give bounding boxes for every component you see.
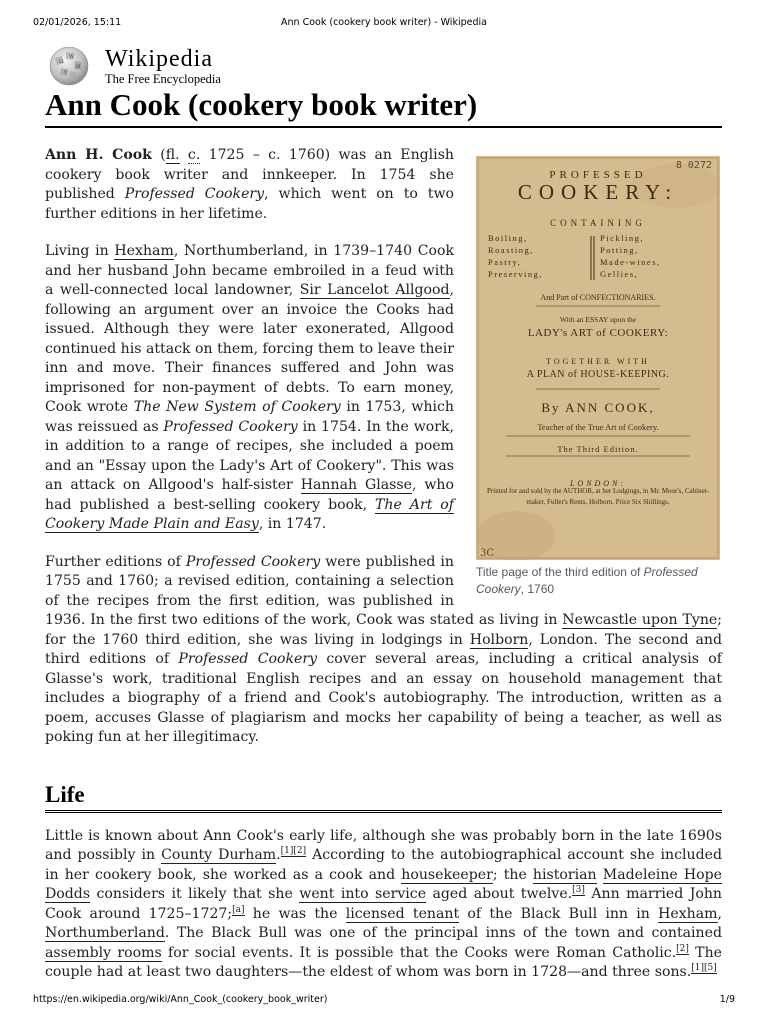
text: considers it likely that she <box>90 886 300 902</box>
link-hannah-glasse[interactable]: Hannah Glasse <box>300 477 412 493</box>
article-body <box>45 146 722 1001</box>
text: , who had published a best-selling cookery book, <box>45 477 454 513</box>
title-page-image[interactable] <box>476 156 720 560</box>
svg-text:ウ: ウ <box>63 70 69 76</box>
link-historian[interactable]: historian <box>532 866 597 883</box>
link-licensed-tenant[interactable]: licensed tenant <box>345 905 460 922</box>
link-county-durham[interactable]: County Durham <box>161 847 277 863</box>
text: Living in <box>45 243 115 259</box>
figure-caption <box>476 564 722 598</box>
citation-link[interactable]: [2] <box>293 846 307 857</box>
text: . The Black Bull was one of the principal inns of the town and contained <box>164 925 722 941</box>
link-hexham[interactable]: Hexham <box>114 243 174 259</box>
plate-confectionaries: And Part of CONFECTIONARIES. <box>540 293 656 302</box>
life-paragraph-1: Little is known about Ann Cook's early life, although she was probably born in the late 1690s and possibly in County Durham.[1][2] According to the autobiographical account she included in her cookery book, she worked as a cook and housekeeper; the historian Madeleine Hope Dodds considers it likely that she went into service aged about twelve.[3] Ann married John Cook around 1725–1727;[a] he was the licensed tenant of the Black Bull inn in Hexham, Northumberland. The Black Bull was one of the principal inns of the town and contained assembly rooms for social events. It is possible that the Cooks were Roman Catholic.[2] The couple had at least two daughters—the eldest of whom was born in 1728—and three sons.[1][5] <box>45 827 723 980</box>
floruit-link[interactable]: fl. <box>165 147 180 163</box>
plate-author: By ANN COOK, <box>541 400 655 415</box>
text: , <box>717 905 722 922</box>
text: , following an argument over an invoice the Cooks had issued. Although they were later exonerated, Allgood continued his attack on them, forcing them to leave their inn and move. Their finances suffered and John was imprisoned for non-payment of debts. To earn money, Cook wrote <box>45 282 454 415</box>
text: ; the <box>492 866 533 883</box>
caption-year: , 1760 <box>520 582 555 596</box>
plate-col-left-item: Roasting, <box>488 245 534 255</box>
plate-imprint: Printed for and sold by the AUTHOR, at her Lodgings, in Mr. Moor's, Cabinet-maker, Fuller's Rents, Holborn. Price Six Shillings. <box>487 487 709 506</box>
text: aged about twelve. <box>426 886 573 902</box>
citation-link[interactable]: [1] <box>280 846 294 857</box>
footnote[interactable] <box>232 905 244 916</box>
plate-col-right-item: Pickling, <box>600 233 644 243</box>
plate-col-right-item: Made-wines, <box>600 257 661 267</box>
text: ; for the 1760 third edition, she was living in lodgings in <box>45 612 722 648</box>
wordmark-text: Wikipedia <box>105 46 213 72</box>
text: were published in 1755 and 1760; a revised edition, containing a selection of the recipes from the first edition, was published in 1936. In the first two editions of the work, Cook was stated as living in <box>45 553 563 628</box>
text: for social events. It is possible that the Cooks were Roman Catholic. <box>161 944 677 961</box>
citation[interactable] <box>691 963 717 974</box>
plate-col-left-item: Boiling, <box>488 233 528 243</box>
text: , London. The second and third editions of <box>45 631 722 667</box>
text: , which went on to two further editions in her lifetime. <box>45 186 454 222</box>
text: Little is known about Ann Cook's early life, although she was probably born in the late 1690s and possibly in <box>45 827 722 863</box>
plate-teacher: Teacher of the True Art of Cookery. <box>537 422 659 432</box>
svg-text:W: W <box>69 54 75 60</box>
section-heading-life: Life <box>45 782 722 813</box>
citation-link[interactable]: [2] <box>676 943 689 954</box>
caption-text: Title page of the third edition of <box>476 565 644 579</box>
text: , in 1747. <box>258 516 327 532</box>
plate-containing: CONTAINING <box>550 218 646 228</box>
citation[interactable] <box>281 846 307 857</box>
plate-professed: PROFESSED <box>549 169 647 181</box>
text: Further editions of <box>45 553 186 570</box>
citation-link[interactable]: [5] <box>704 963 717 974</box>
book-title: Professed Cookery <box>178 651 318 667</box>
book-title: Professed Cookery <box>163 418 298 435</box>
book-title: The Art of Cookery Made Plain and Easy <box>45 496 455 532</box>
plate-col-left-item: Preserving, <box>488 269 543 279</box>
text: Ann married John Cook around 1725–1727; <box>45 886 722 922</box>
citation[interactable] <box>676 944 689 955</box>
book-title: The New System of Cookery <box>133 399 341 415</box>
print-datetime: 02/01/2026, 15:11 <box>33 17 122 28</box>
circa-abbr: c. <box>187 147 201 163</box>
plate-together: TOGETHER WITH <box>546 357 650 366</box>
tagline: The Free Encyclopedia <box>105 72 221 86</box>
svg-text:И: И <box>76 64 81 70</box>
text: cover several areas, including a critical analysis of Glasse's work, traditional English recipes and an essay on household management that includes a biography of a friend and Cook's autobiography. The introduction, written as a poem, accuses Glasse of plagiarism and mocks her capability of being a teacher, as well as poking fun at her illegitimacy. <box>45 651 722 745</box>
link-went-into-service[interactable]: went into service <box>299 886 427 902</box>
plate-edition: The Third Edition. <box>557 444 639 454</box>
link-hexham[interactable]: Hexham <box>658 905 718 922</box>
print-header <box>33 17 735 31</box>
subject-name: Ann H. Cook <box>45 147 152 163</box>
link-holborn[interactable]: Holborn <box>469 631 529 648</box>
plate-col-left-item: Pastry, <box>488 257 522 267</box>
text: , Northumberland, in 1739–1740 Cook and her husband John became embroiled in a feud with a well-connected local landowner, <box>45 243 455 298</box>
globe-icon <box>45 44 95 86</box>
text: According to the autobiographical account she included in her cookery book, she worked as a cook and <box>45 847 722 883</box>
caption-book-title: Professed Cookery <box>476 565 698 596</box>
link-housekeeper[interactable]: housekeeper <box>401 866 493 883</box>
text: in 1753, which was reissued as <box>45 399 455 435</box>
page-title: Ann Cook (cookery book writer) <box>45 86 722 128</box>
wordmark <box>105 46 221 86</box>
text: The couple had at least two daughters—the eldest of whom was born in 1728—and three sons. <box>45 944 722 980</box>
footnote-link[interactable]: [a] <box>232 904 245 915</box>
link-northumberland[interactable]: Northumberland <box>45 925 165 941</box>
svg-text:3C: 3C <box>480 548 495 559</box>
link-madeleine-hope-dodds[interactable]: Madeleine Hope Dodds <box>45 866 723 902</box>
plate-col-right <box>600 232 710 280</box>
text: in 1754. In the work, in addition to a range of recipes, she included a poem and an "Essay upon the Lady's Art of Cookery". This was an attack on Allgood's half-sister <box>45 418 455 493</box>
citation[interactable] <box>572 885 585 896</box>
text: of the Black Bull inn in <box>459 905 659 922</box>
link-newcastle[interactable]: Newcastle upon Tyne <box>562 612 718 628</box>
plate-cookery: COOKERY: <box>517 180 679 204</box>
lead-paragraph-1: Ann H. Cook (fl. c. 1725 – c. 1760) was an English cookery book writer and innkeeper. In 1754 she published Professed Cookery, which went on to two further editions in her lifetime. <box>45 147 454 222</box>
citation-link[interactable]: [1] <box>691 963 705 974</box>
plate-col-left <box>488 232 588 280</box>
plate-col-right-item: Potting, <box>600 245 639 255</box>
plate-london: LONDON: <box>569 479 627 488</box>
plate-essay: With an ESSAY upon the <box>559 315 637 324</box>
text: 1725 – c. 1760) was an English cookery book writer and innkeeper. In 1754 she published <box>45 147 454 202</box>
text: he was the <box>244 905 346 922</box>
plate-ladys-art: LADY's ART of COOKERY: <box>527 327 669 339</box>
svg-text:Ω: Ω <box>59 59 64 65</box>
citation-link[interactable]: [3] <box>572 885 585 896</box>
page-number: 1/9 <box>719 994 735 1005</box>
print-url: https://en.wikipedia.org/wiki/Ann_Cook_(cookery_book_writer) <box>33 994 328 1005</box>
archive-stamp: 8 0272 <box>675 160 712 171</box>
text <box>597 867 603 883</box>
link-lancelot-allgood[interactable]: Sir Lancelot Allgood <box>299 282 450 298</box>
print-title: Ann Cook (cookery book writer) - Wikipedia <box>281 17 487 28</box>
plate-col-right-item: Gellies, <box>600 269 639 279</box>
book-title: Professed Cookery <box>185 553 321 570</box>
book-title: Professed Cookery <box>124 186 265 202</box>
print-footer <box>33 994 735 1008</box>
link-assembly-rooms[interactable]: assembly rooms <box>45 944 162 961</box>
infobox-figure <box>476 156 722 598</box>
plate-plan: A PLAN of HOUSE-KEEPING. <box>526 369 670 380</box>
